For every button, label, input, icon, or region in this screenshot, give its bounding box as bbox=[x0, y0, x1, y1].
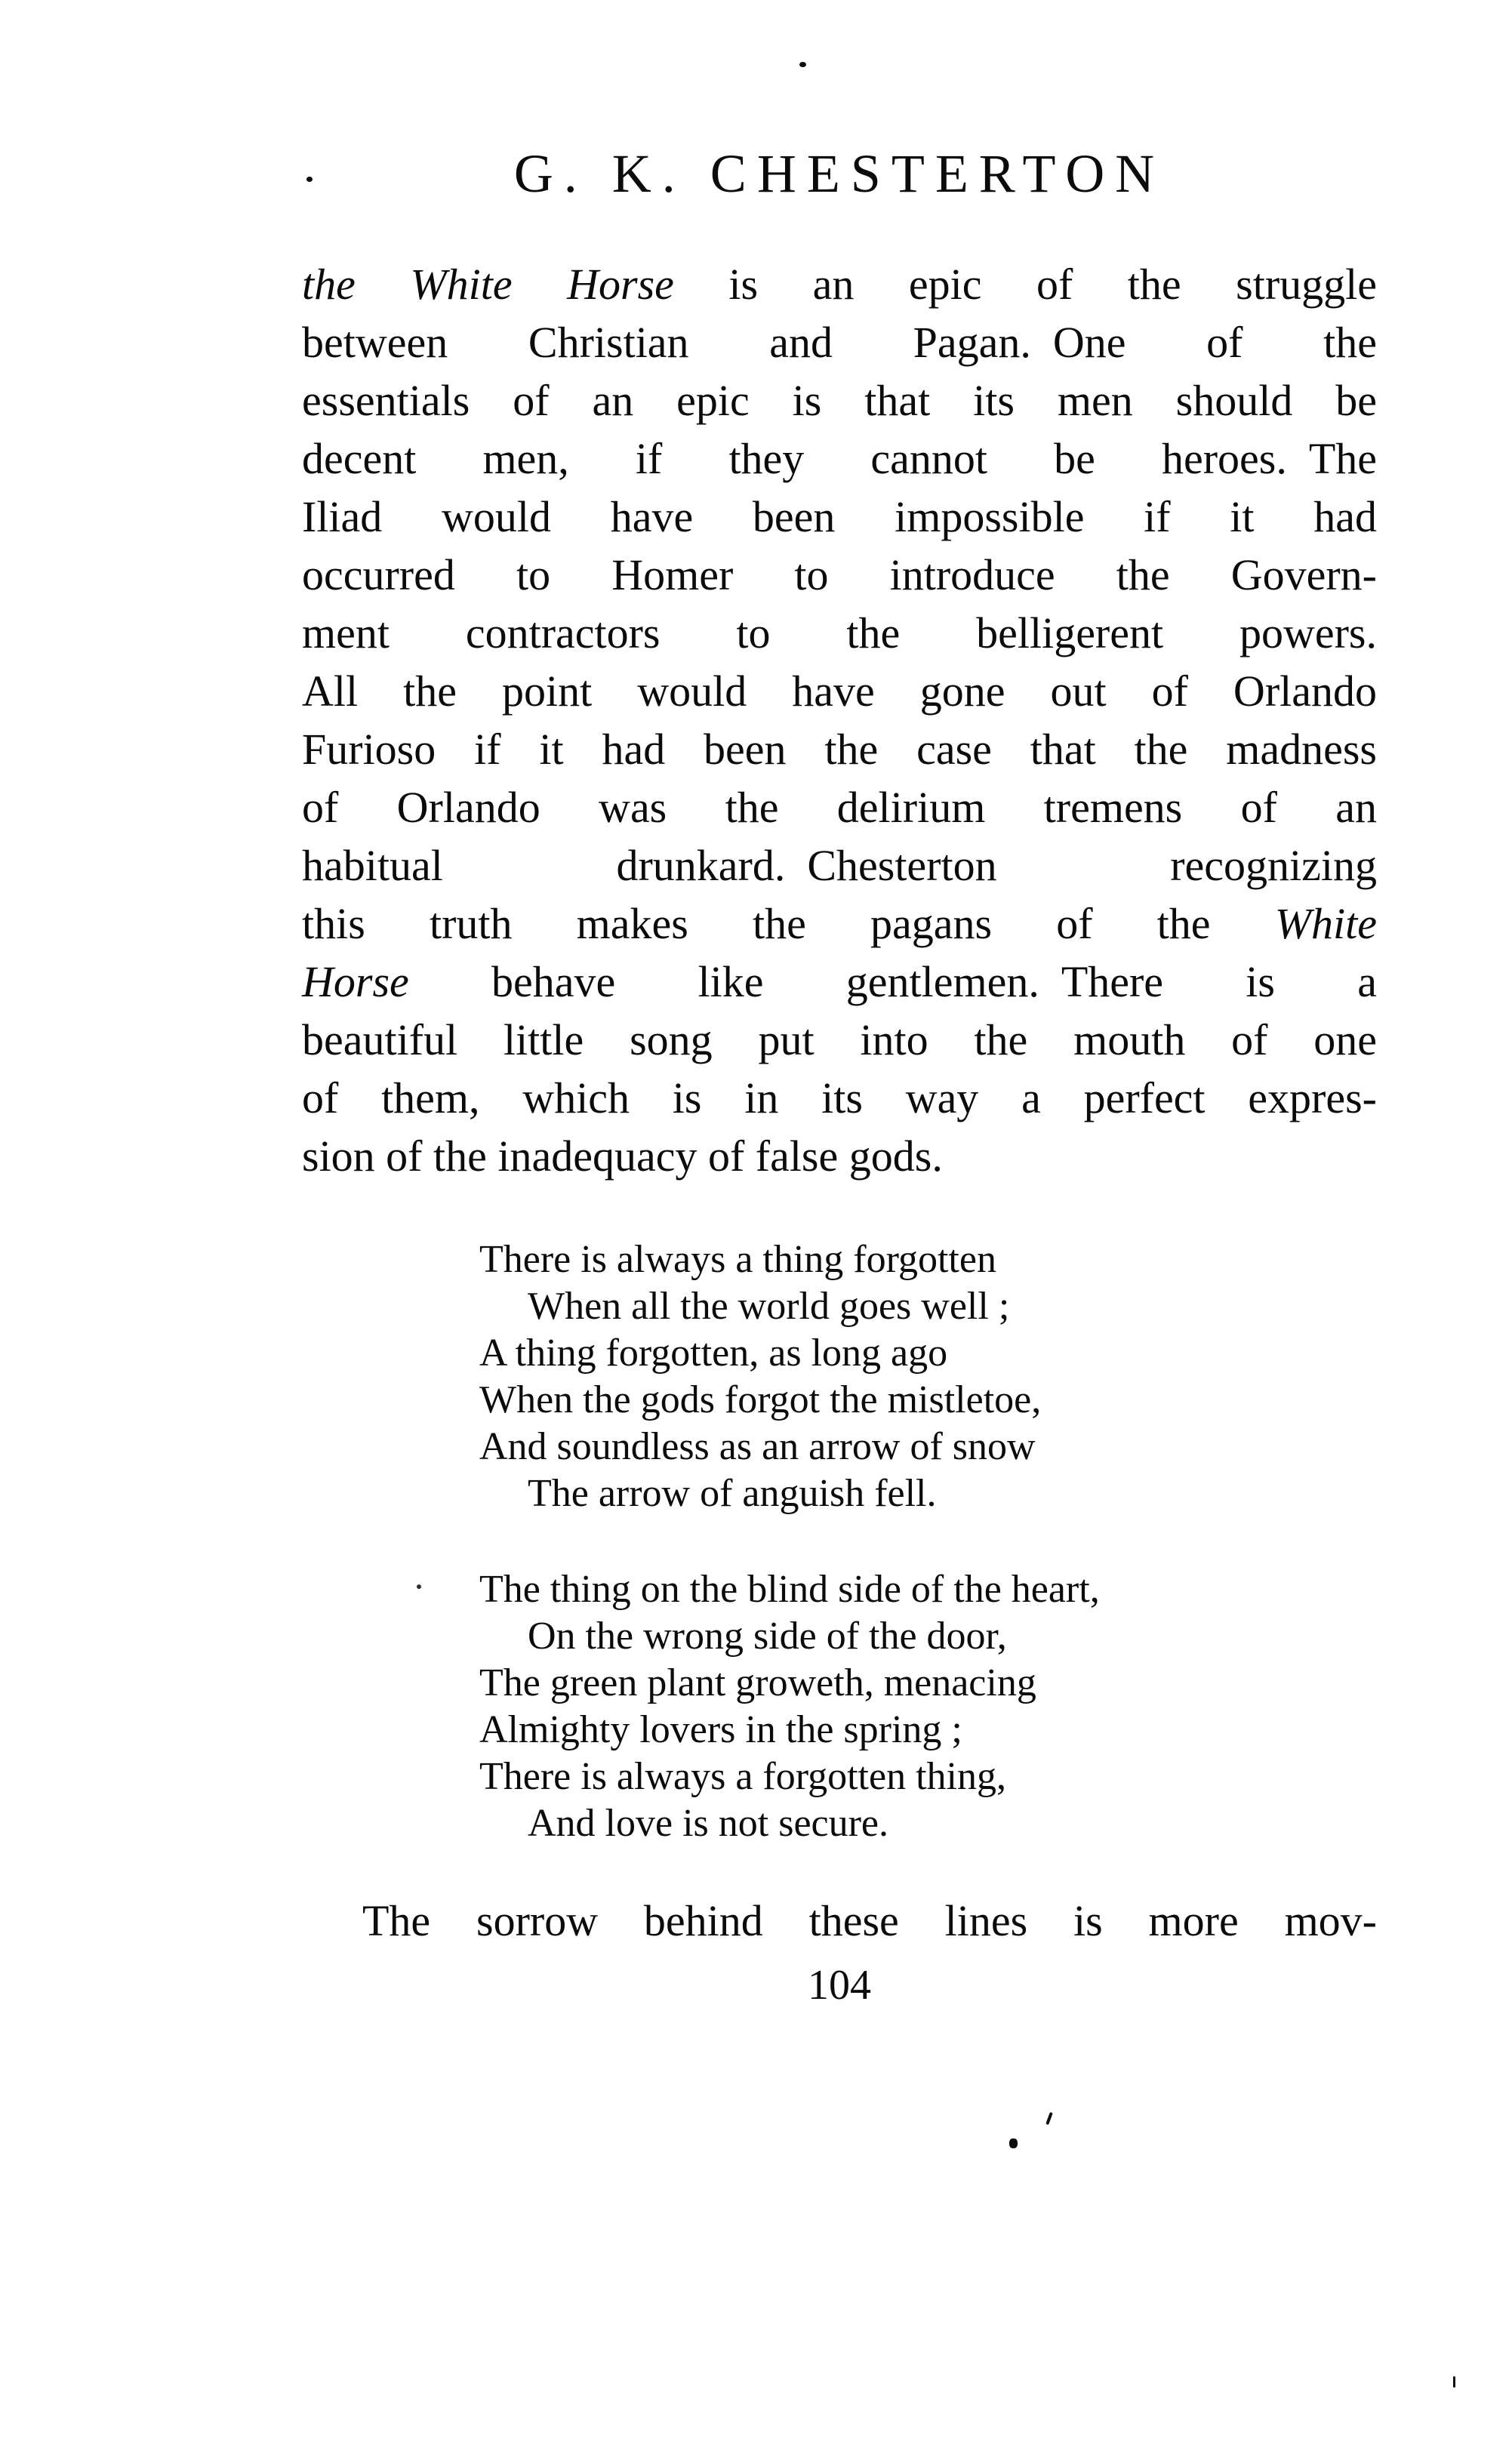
body-text: essentials of an epic is that its men should be bbox=[302, 376, 1377, 425]
poem-line: The arrow of anguish fell. bbox=[528, 1472, 937, 1515]
paragraph-line bbox=[302, 836, 1377, 894]
paragraph-line bbox=[302, 488, 1377, 546]
body-text: decent men, if they cannot be heroes. The bbox=[302, 434, 1377, 483]
poem-line: And love is not secure. bbox=[528, 1802, 889, 1845]
paragraph-line bbox=[302, 1011, 1377, 1069]
body-text: of them, which is in its way a perfect expres- bbox=[302, 1073, 1377, 1122]
poem-line: A thing forgotten, as long ago bbox=[479, 1332, 948, 1375]
italic-text: White bbox=[1274, 899, 1377, 948]
body-text: occurred to Homer to introduce the Govern- bbox=[302, 550, 1377, 599]
poem-stanza-2 bbox=[479, 1566, 1100, 1847]
running-header: G. K. CHESTERTON bbox=[513, 143, 1166, 204]
body-text: All the point would have gone out of Orlando bbox=[302, 667, 1377, 716]
poem-line: There is always a forgotten thing, bbox=[479, 1755, 1006, 1798]
poem-line: When the gods forgot the mistletoe, bbox=[479, 1378, 1042, 1421]
paragraph-line bbox=[302, 546, 1377, 604]
body-text: behave like gentlemen. There is a bbox=[408, 957, 1377, 1006]
paragraph-line bbox=[302, 1069, 1377, 1127]
italic-text: Horse bbox=[302, 957, 409, 1006]
paragraph-line bbox=[302, 1127, 1377, 1185]
poem-stanza-1 bbox=[479, 1236, 1041, 1517]
paragraph-line bbox=[302, 894, 1377, 953]
opening-paragraph bbox=[302, 255, 1377, 1185]
paragraph-line bbox=[302, 778, 1377, 836]
paragraph-line bbox=[302, 313, 1377, 371]
paragraph-line bbox=[302, 662, 1377, 720]
body-text: this truth makes the pagans of the bbox=[302, 899, 1275, 948]
closing-paragraph-line: The sorrow behind these lines is more mov- bbox=[362, 1896, 1377, 1945]
paragraph-line bbox=[302, 953, 1377, 1011]
poem-line: The green plant groweth, menacing bbox=[479, 1661, 1036, 1704]
scan-artifact-mark bbox=[1453, 2376, 1455, 2388]
paragraph-line bbox=[302, 604, 1377, 662]
body-text: habitual drunkard. Chesterton recognizing bbox=[302, 841, 1377, 890]
italic-text: the White Horse bbox=[302, 260, 674, 309]
body-text: between Christian and Pagan. One of the bbox=[302, 318, 1377, 367]
body-text: of Orlando was the delirium tremens of an bbox=[302, 783, 1377, 832]
poem-line: There is always a thing forgotten bbox=[479, 1238, 996, 1281]
text-block bbox=[302, 0, 1377, 2454]
paragraph-line bbox=[302, 371, 1377, 430]
body-text: is an epic of the struggle bbox=[673, 260, 1377, 309]
body-text: beautiful little song put into the mouth of one bbox=[302, 1015, 1377, 1064]
body-text: Furioso if it had been the case that the madness bbox=[302, 725, 1377, 774]
page-number: 104 bbox=[808, 1962, 871, 2009]
body-text: Iliad would have been impossible if it had bbox=[302, 492, 1377, 541]
poem-line: Almighty lovers in the spring ; bbox=[479, 1708, 962, 1751]
poem-line: When all the world goes well ; bbox=[528, 1285, 1010, 1328]
paragraph-line bbox=[302, 720, 1377, 778]
poem-line: On the wrong side of the door, bbox=[528, 1615, 1007, 1658]
body-text: sion of the inadequacy of false gods. bbox=[302, 1132, 943, 1181]
paragraph-line bbox=[302, 255, 1377, 313]
body-text: ment contractors to the belligerent powers. bbox=[302, 608, 1377, 657]
poem-line: And soundless as an arrow of snow bbox=[479, 1425, 1036, 1468]
paragraph-line bbox=[302, 430, 1377, 488]
poem-line: The thing on the blind side of the heart, bbox=[479, 1568, 1100, 1611]
